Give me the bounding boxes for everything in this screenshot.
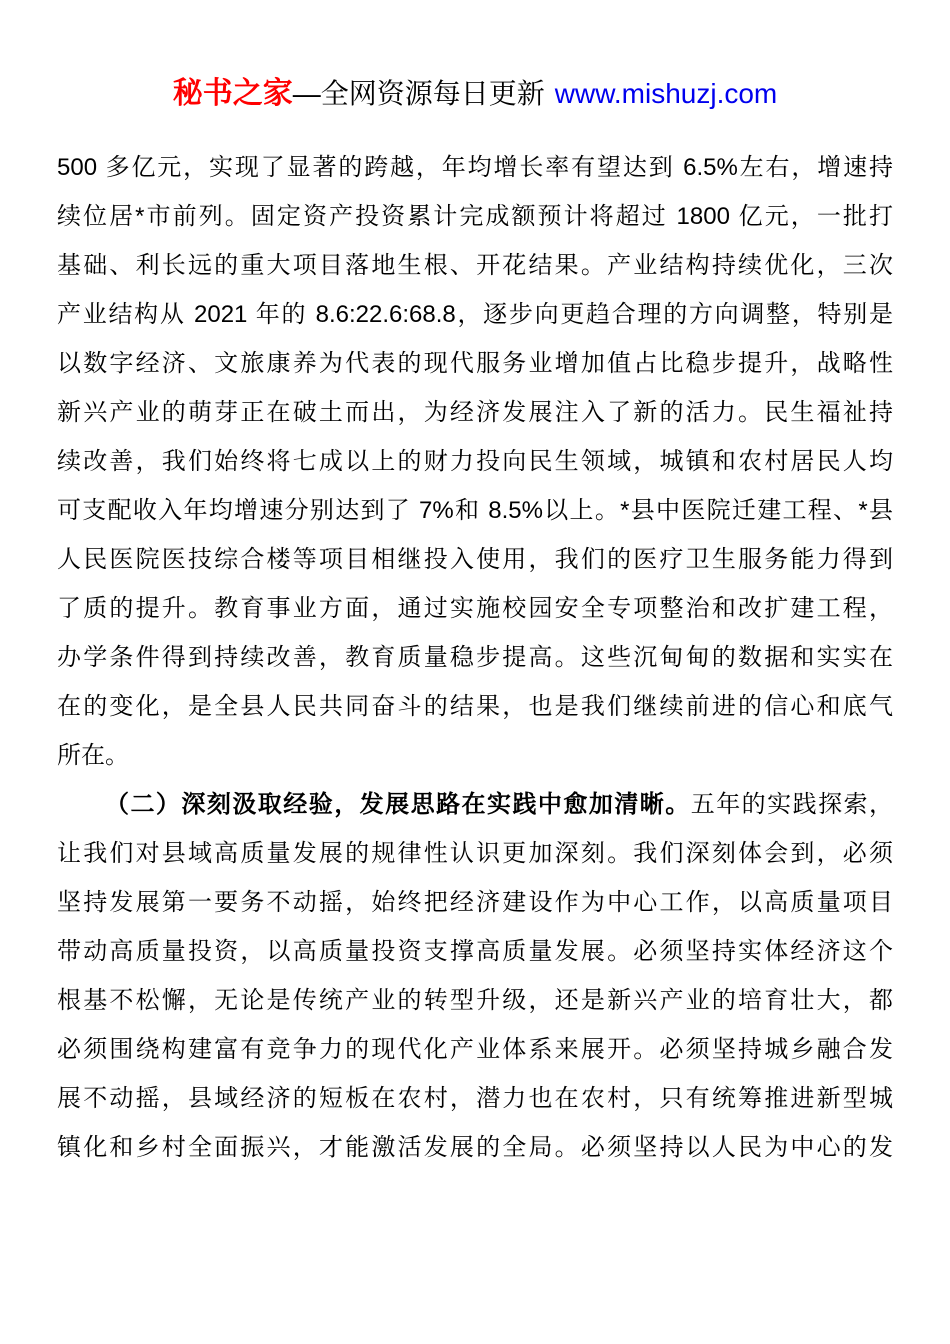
body-text: 续位居*市前列。固定资产投资累计完成额预计将超过 1800 亿元，一批打: [57, 203, 893, 230]
body-text: 产业结构从 2021 年的 8.6:22.6:68.8，逐步向更趋合理的方向调整，特别是: [57, 301, 893, 328]
text-line: [57, 1123, 893, 1172]
text-line: [57, 535, 893, 584]
text-line: [57, 339, 893, 388]
body-text: 办学条件得到持续改善，教育质量稳步提高。这些沉甸甸的数据和实实在: [57, 644, 893, 671]
page-header: [0, 76, 950, 112]
text-line: [57, 829, 893, 878]
text-line: [57, 388, 893, 437]
text-line: [57, 437, 893, 486]
header-tagline: —全网资源每日更新: [292, 78, 545, 109]
body-text: 了质的提升。教育事业方面，通过实施校园安全专项整治和改扩建工程，: [57, 595, 893, 622]
body-text: 新兴产业的萌芽正在破土而出，为经济发展注入了新的活力。民生福祉持: [57, 399, 893, 426]
body-text: 可支配收入年均增速分别达到了 7%和 8.5%以上。*县中医院迁建工程、*县: [57, 497, 893, 524]
body-text: 所在。: [57, 742, 129, 769]
body-text: 带动高质量投资，以高质量投资支撑高质量发展。必须坚持实体经济这个: [57, 938, 893, 965]
body-text: 在的变化，是全县人民共同奋斗的结果，也是我们继续前进的信心和底气: [57, 693, 893, 720]
body-text: 根基不松懈，无论是传统产业的转型升级，还是新兴产业的培育壮大，都: [57, 987, 893, 1014]
text-line: [57, 1025, 893, 1074]
text-line: [57, 241, 893, 290]
body-text: 以数字经济、文旅康养为代表的现代服务业增加值占比稳步提升，战略性: [57, 350, 893, 377]
body-text: 镇化和乡村全面振兴，才能激活发展的全局。必须坚持以人民为中心的发: [57, 1134, 893, 1161]
text-line: [57, 143, 893, 192]
body-text: 必须围绕构建富有竞争力的现代化产业体系来展开。必须坚持城乡融合发: [57, 1036, 893, 1063]
text-line: [57, 633, 893, 682]
body-text: 人民医院医技综合楼等项目相继投入使用，我们的医疗卫生服务能力得到: [57, 546, 893, 573]
body-text: 坚持发展第一要务不动摇，始终把经济建设作为中心工作，以高质量项目: [57, 889, 893, 916]
text-line: [57, 682, 893, 731]
body-text: 五年的实践探索，: [690, 791, 893, 818]
text-line: [57, 731, 893, 780]
text-line: [57, 927, 893, 976]
body-text: 展不动摇，县域经济的短板在农村，潜力也在农村，只有统筹推进新型城: [57, 1085, 893, 1112]
text-line: [57, 192, 893, 241]
body-text: 基础、利长远的重大项目落地生根、开花结果。产业结构持续优化，三次: [57, 252, 893, 279]
site-url-link[interactable]: www.mishuzj.com: [554, 78, 778, 109]
bold-heading-text: （二）深刻汲取经验，发展思路在实践中愈加清晰。: [105, 791, 691, 818]
body-text: 500 多亿元，实现了显著的跨越，年均增长率有望达到 6.5%左右，增速持: [57, 154, 893, 181]
text-line: [57, 976, 893, 1025]
text-line: [57, 878, 893, 927]
text-line: [57, 1074, 893, 1123]
brand-name: 秘书之家: [172, 77, 293, 110]
body-text: 让我们对县域高质量发展的规律性认识更加深刻。我们深刻体会到，必须: [57, 840, 893, 867]
document-body: [57, 143, 893, 1172]
text-line: [57, 584, 893, 633]
text-line: [57, 486, 893, 535]
text-line: [57, 780, 893, 829]
text-line: [57, 290, 893, 339]
body-text: 续改善，我们始终将七成以上的财力投向民生领域，城镇和农村居民人均: [57, 448, 893, 475]
